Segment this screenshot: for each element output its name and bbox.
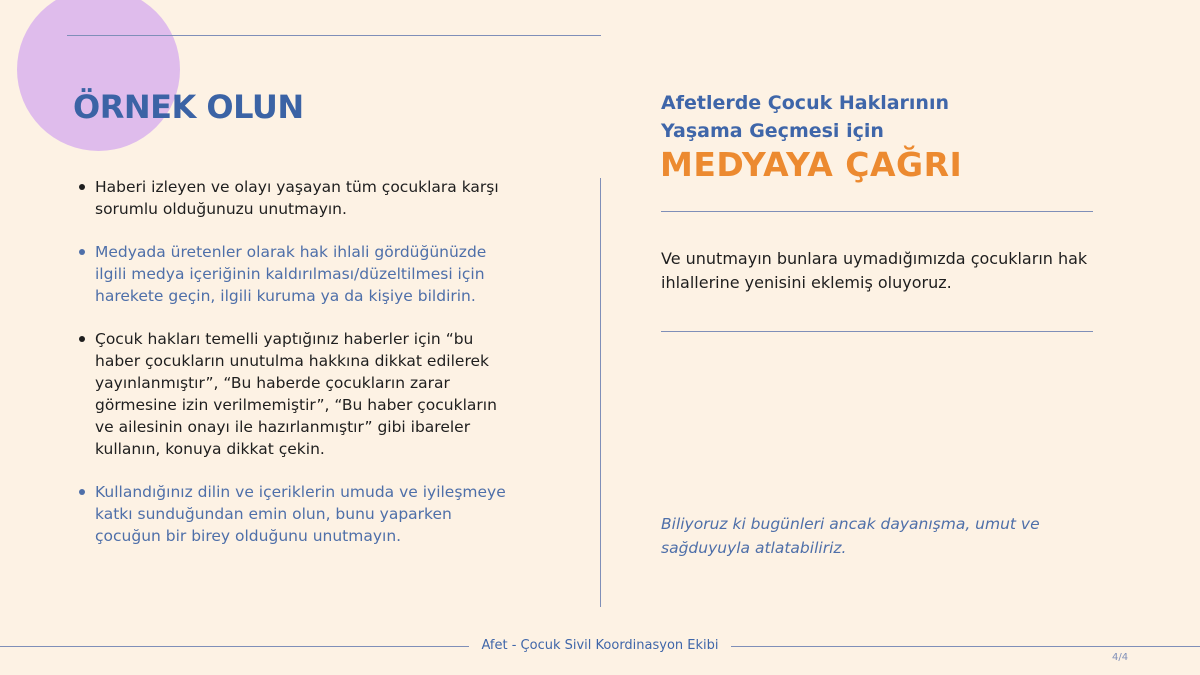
- list-item: [77, 481, 517, 547]
- right-title: MEDYAYA ÇAĞRI: [660, 145, 963, 184]
- page-number: 4/4: [1112, 652, 1129, 663]
- right-subtitle: [661, 89, 949, 145]
- right-body-text: Ve unutmayın bunlara uymadığımızda çocukların hak ihlallerine yenisini eklemiş oluyoruz.: [661, 249, 1088, 292]
- list-item-text: Kullandığınız dilin ve içeriklerin umuda ve iyileşmeye katkı sunduğundan emin olun, bunu yaparken çocuğun bir birey olduğunu unutmayın.: [95, 483, 506, 545]
- bullet-icon: [79, 249, 85, 255]
- list-item: [77, 328, 517, 460]
- footer-organization: [0, 638, 1200, 653]
- right-divider-top: [661, 211, 1093, 212]
- closing-quote: Biliyoruz ki bugünleri ancak dayanışma, umut ve sağduyuyla atlatabiliriz.: [661, 515, 1040, 557]
- list-item-text: Çocuk hakları temelli yaptığınız haberler için “bu haber çocukların unutulma hakkına dikkat edilerek yayınlanmıştır”, “Bu haberde çocukların zarar görmesine izin verilmemiştir”, “Bu haber çocukların ve ailesinin onayı ile hazırlanmıştır” gibi ibareler kullanın, konuya dikkat çekin.: [95, 330, 497, 458]
- list-item-text: Medyada üretenler olarak hak ihlali gördüğünüzde ilgili medya içeriğinin kaldırılması/düzeltilmesi için harekete geçin, ilgili kuruma ya da kişiye bildirin.: [95, 243, 487, 305]
- top-divider: [67, 35, 601, 36]
- footer-organization-label: Afet - Çocuk Sivil Koordinasyon Ekibi: [469, 638, 730, 653]
- center-divider: [600, 178, 601, 607]
- bullet-icon: [79, 184, 85, 190]
- left-title: ÖRNEK OLUN: [73, 88, 304, 126]
- bullet-icon: [79, 336, 85, 342]
- bullet-icon: [79, 489, 85, 495]
- list-item: [77, 176, 517, 220]
- list-item-text: Haberi izleyen ve olayı yaşayan tüm çocuklara karşı sorumlu olduğunuzu unutmayın.: [95, 178, 499, 218]
- right-divider-bottom: [661, 331, 1093, 332]
- list-item: [77, 241, 517, 307]
- bullet-list: [77, 176, 517, 568]
- right-subtitle-line-1: Afetlerde Çocuk Haklarının: [661, 92, 949, 114]
- decorative-circle: [17, 0, 180, 151]
- right-subtitle-line-2: Yaşama Geçmesi için: [661, 120, 884, 142]
